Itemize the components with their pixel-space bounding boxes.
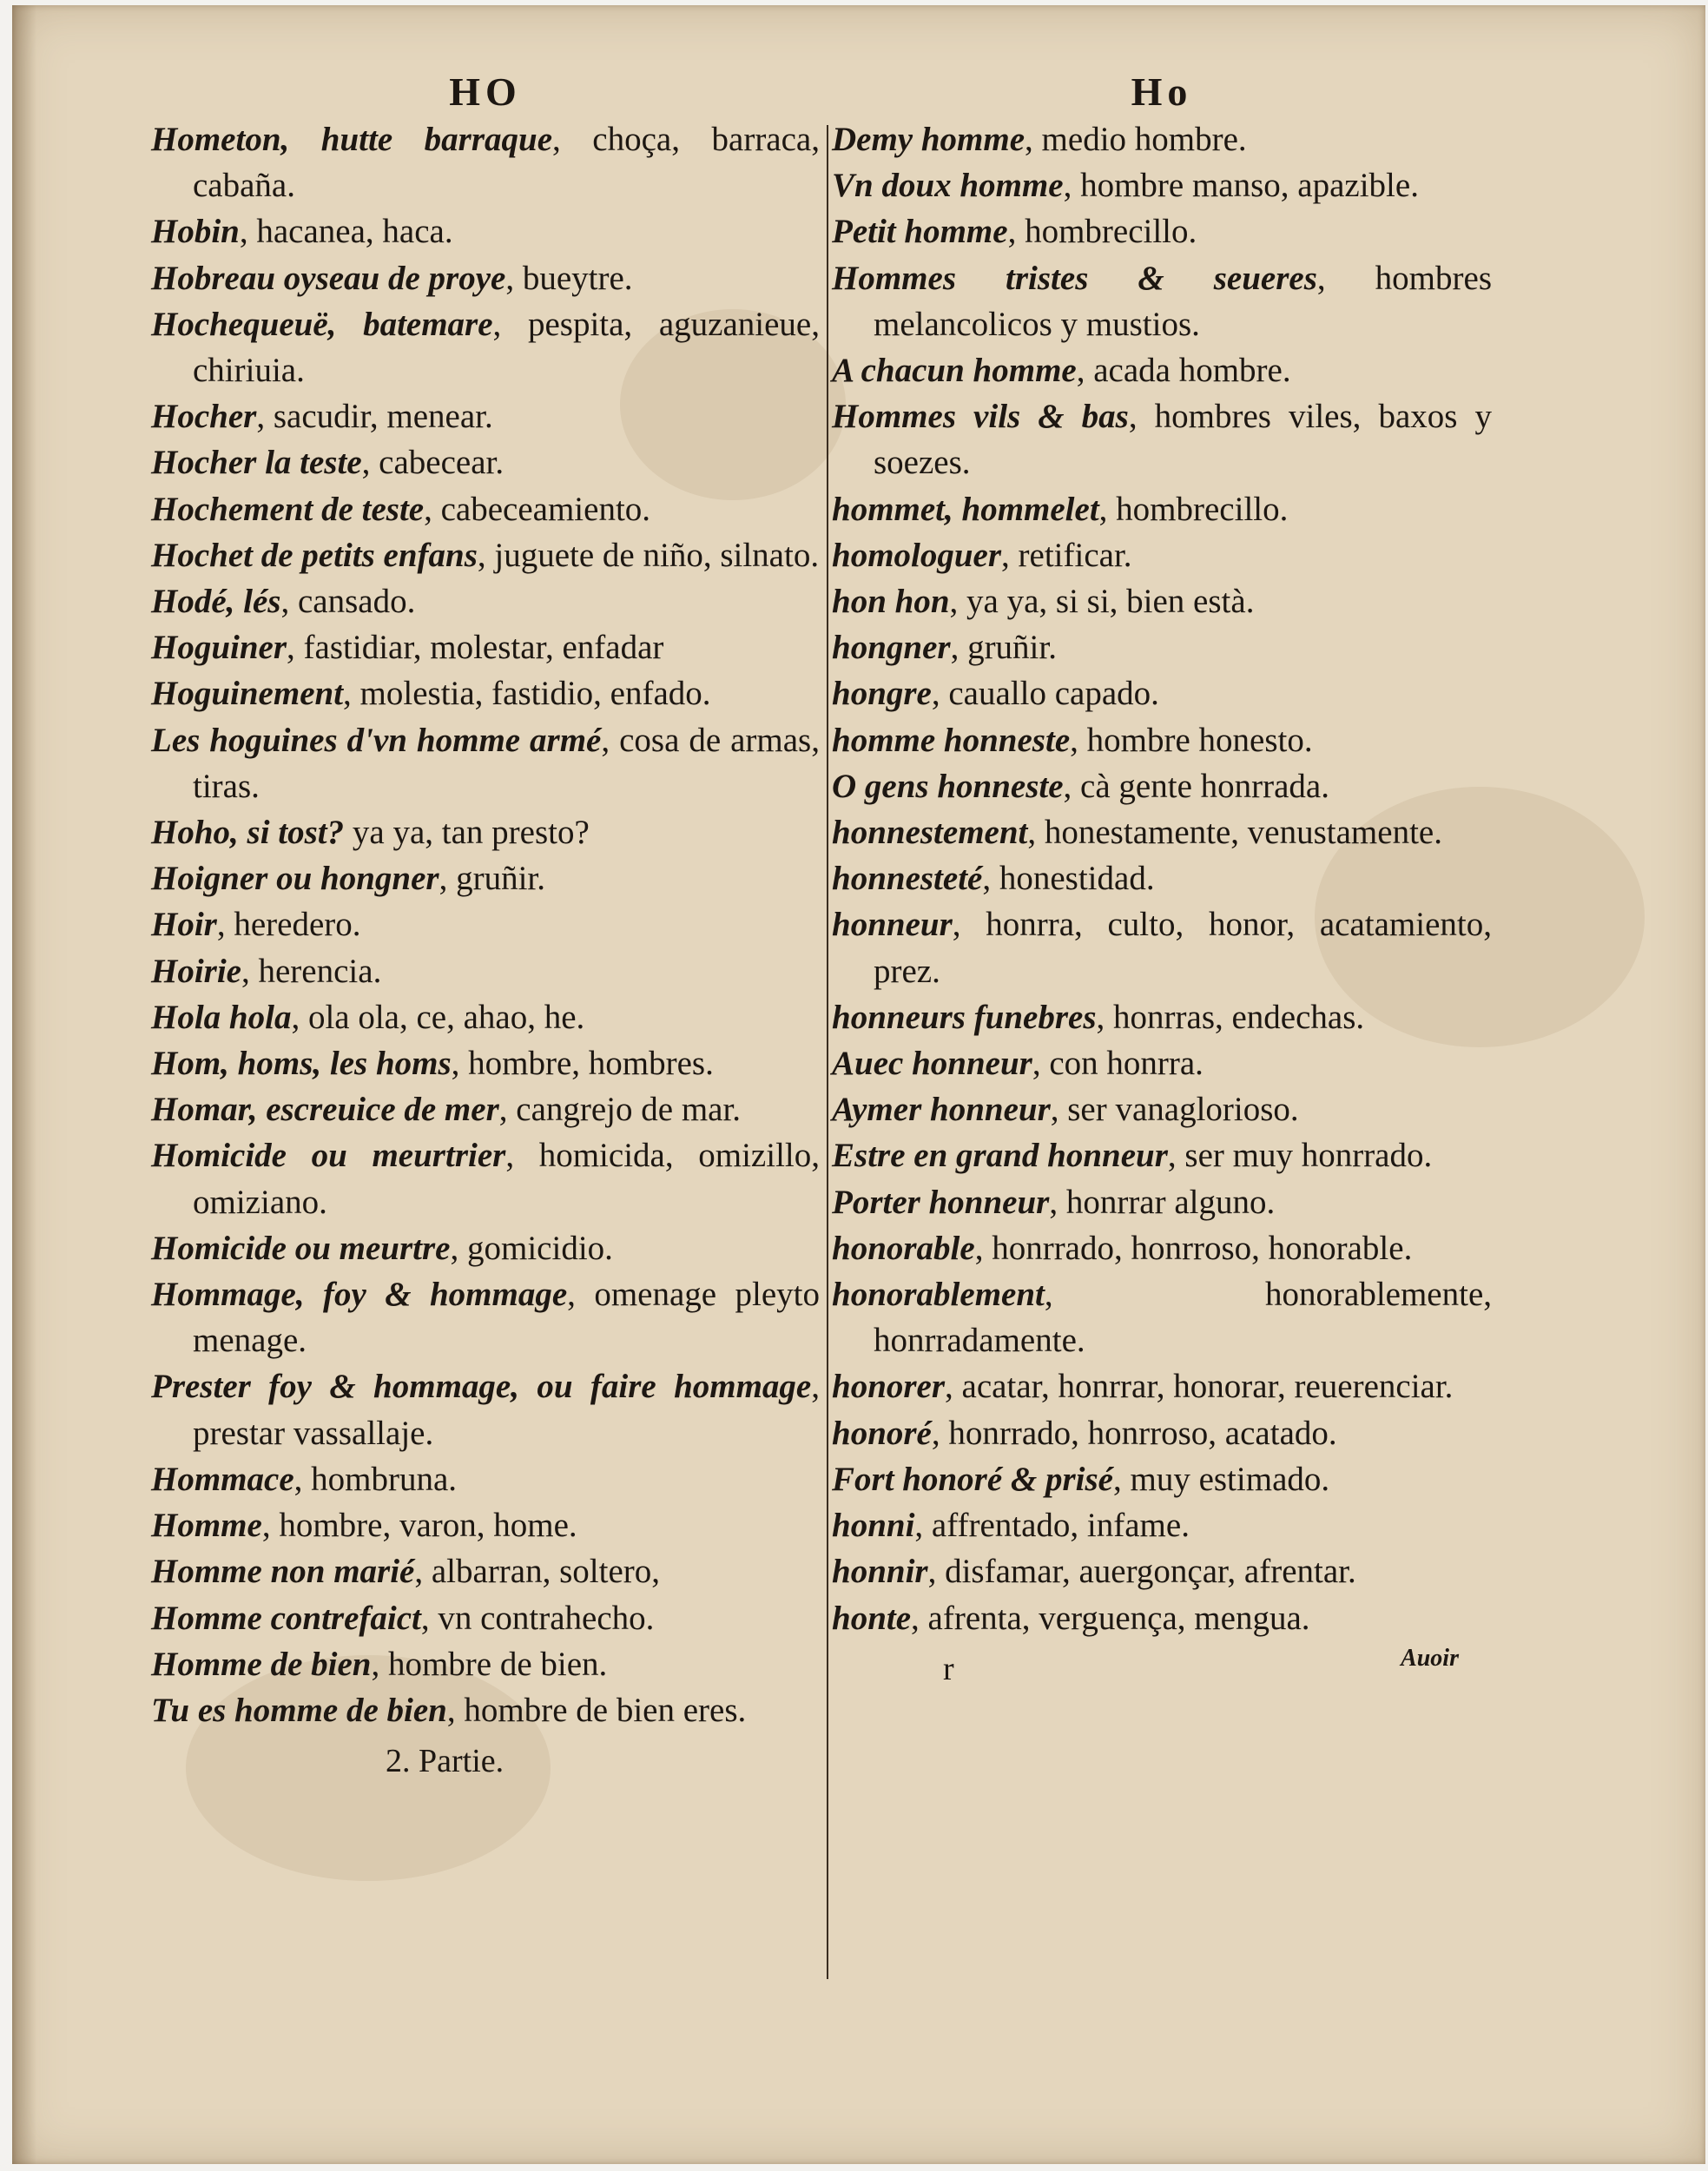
dictionary-entry (151, 532, 820, 578)
dictionary-entry (151, 1687, 820, 1733)
entry-headword: honnir (832, 1553, 928, 1591)
dictionary-entry (832, 116, 1492, 162)
dictionary-entry (832, 578, 1492, 624)
dictionary-entry (151, 809, 820, 855)
entry-headword: homme honneste (832, 721, 1071, 759)
dictionary-entry (832, 1271, 1492, 1363)
entry-headword: Homme contrefaict (151, 1599, 421, 1637)
right-column-heading: Ho (1131, 69, 1193, 114)
entry-headword: Hola hola (151, 998, 292, 1036)
entry-headword: Hommes vils & bas (832, 398, 1129, 436)
dictionary-entry (151, 116, 820, 208)
entry-translation: , acatar, honrrar, honorar, reuerenciar. (945, 1368, 1454, 1406)
dictionary-entry (832, 1132, 1492, 1178)
entry-translation: , bueytre. (505, 259, 633, 297)
entry-translation: , honrrar alguno. (1049, 1183, 1276, 1221)
entry-headword: Hommage, foy & hommage (151, 1276, 568, 1314)
dictionary-entry (832, 393, 1492, 485)
entry-headword: Hoigner ou hongner (151, 860, 439, 898)
dictionary-entry (832, 255, 1492, 347)
entry-translation: , ser vanaglorioso. (1050, 1091, 1299, 1129)
entry-translation: , honrra, culto, honor, acatamiento, prez. (874, 906, 1492, 990)
entry-headword: hon hon (832, 583, 950, 621)
right-column (832, 68, 1492, 1692)
dictionary-entry (832, 1086, 1492, 1132)
entry-translation: , fastidiar, molestar, enfadar (287, 629, 664, 667)
entry-headword: hommet, hommelet (832, 490, 1099, 528)
dictionary-entry (832, 162, 1492, 208)
entry-translation: , medio hombre. (1025, 121, 1247, 158)
entry-headword: Hocher (151, 398, 257, 436)
dictionary-entry (151, 439, 820, 485)
entry-headword: honorable (832, 1229, 975, 1267)
right-entry-list (832, 116, 1492, 1641)
dictionary-entry (832, 624, 1492, 670)
entry-translation: , honestidad. (982, 860, 1155, 898)
entry-headword: Hocher la teste (151, 444, 362, 482)
dictionary-entry (151, 901, 820, 947)
left-column-heading: HO (449, 69, 522, 114)
entry-translation: , retificar. (1001, 536, 1132, 574)
entry-translation: , hacanea, haca. (239, 213, 453, 251)
entry-translation: , molestia, fastidio, enfado. (343, 675, 711, 713)
entry-headword: Hobreau oyseau de proye (151, 259, 506, 297)
entry-headword: hongner (832, 629, 951, 667)
dictionary-entry (151, 255, 820, 301)
dictionary-entry (151, 855, 820, 901)
dictionary-entry (832, 1410, 1492, 1456)
entry-headword: Hochequeuë, batemare (151, 305, 493, 343)
entry-headword: Hoirie (151, 952, 241, 990)
catchword: Auoir (1401, 1644, 1459, 1672)
entry-headword: hongre (832, 675, 932, 713)
dictionary-entry (151, 393, 820, 439)
entry-headword: A chacun homme (832, 352, 1077, 390)
entry-translation: , herencia. (241, 952, 382, 990)
dictionary-entry (151, 1225, 820, 1271)
dictionary-entry (832, 1040, 1492, 1086)
dictionary-entry (832, 1363, 1492, 1409)
entry-headword: honnestement (832, 814, 1028, 852)
entry-translation: , hombruna. (293, 1460, 458, 1498)
entry-translation: , acada hombre. (1076, 352, 1291, 390)
entry-headword: Homar, escreuice de mer (151, 1091, 499, 1129)
entry-headword: Hommace (151, 1460, 294, 1498)
entry-headword: homologuer (832, 536, 1002, 574)
entry-headword: Hobin (151, 213, 240, 251)
entry-translation: , omenage pleyto menage. (193, 1276, 821, 1360)
dictionary-entry (151, 624, 820, 670)
dictionary-entry (832, 717, 1492, 763)
dictionary-entry (151, 1456, 820, 1502)
entry-translation: , hombre de bien eres. (446, 1691, 747, 1729)
entry-translation: , affrentado, infame. (914, 1507, 1190, 1545)
entry-headword: Homicide ou meurtre (151, 1229, 451, 1267)
entry-translation: , hombres viles, baxos y soezes. (874, 398, 1492, 482)
dictionary-entry (151, 1040, 820, 1086)
page-footer-signature-mark (832, 1646, 1492, 1692)
entry-headword: honneurs funebres (832, 998, 1097, 1036)
entry-translation: , choça, barraca, cabaña. (193, 121, 820, 205)
dictionary-entry (151, 578, 820, 624)
entry-translation: , honrras, endechas. (1096, 998, 1365, 1036)
dictionary-entry (151, 208, 820, 254)
entry-translation: , gruñir. (950, 629, 1057, 667)
dictionary-entry (832, 855, 1492, 901)
entry-headword: Auec honneur (832, 1045, 1032, 1083)
entry-headword: Hochement de teste (151, 490, 425, 528)
dictionary-entry (832, 670, 1492, 716)
entry-headword: Hommes tristes & seueres (832, 259, 1317, 297)
dictionary-entry (151, 1595, 820, 1641)
entry-headword: honni (832, 1507, 915, 1545)
entry-translation: ya ya, tan presto? (344, 814, 590, 852)
entry-translation: , ya ya, si si, bien està. (949, 583, 1255, 621)
entry-headword: Hoir (151, 906, 217, 944)
entry-translation: , hombre de bien. (371, 1645, 608, 1683)
entry-translation: , hombres melancolicos y mustios. (874, 259, 1492, 343)
dictionary-entry (832, 1502, 1492, 1548)
left-entry-list (151, 116, 820, 1733)
dictionary-entry (151, 948, 820, 994)
entry-headword: Homme (151, 1507, 262, 1545)
entry-translation: , ola ola, ce, ahao, he. (291, 998, 585, 1036)
entry-translation: , con honrra. (1032, 1045, 1204, 1083)
entry-translation: , cabeceamiento. (424, 490, 651, 528)
book-page (12, 5, 1705, 2164)
entry-translation: , cangrejo de mar. (498, 1091, 742, 1129)
entry-translation: , disfamar, auergonçar, afrentar. (927, 1553, 1356, 1591)
column-divider (827, 125, 828, 1979)
entry-translation: , hombre honesto. (1070, 721, 1313, 759)
entry-headword: Estre en grand honneur (832, 1137, 1168, 1175)
entry-translation: , gruñir. (439, 860, 546, 898)
dictionary-entry (832, 347, 1492, 393)
dictionary-entry (832, 208, 1492, 254)
entry-headword: Tu es homme de bien (151, 1691, 447, 1729)
entry-headword: Hometon, hutte barraque (151, 121, 553, 158)
left-column (151, 68, 820, 1784)
entry-headword: Homme de bien (151, 1645, 372, 1683)
dictionary-entry (832, 1179, 1492, 1225)
dictionary-entry (151, 1641, 820, 1687)
entry-translation: , cabecear. (361, 444, 504, 482)
entry-headword: Hoho, si tost? (151, 814, 345, 852)
page-footer-signature: 2. Partie. (386, 1743, 504, 1780)
entry-headword: Fort honoré & prisé (832, 1460, 1113, 1498)
entry-translation: , honorablemente, honrradamente. (874, 1276, 1492, 1360)
dictionary-entry (151, 1132, 820, 1224)
entry-translation: , honrrado, honrroso, acatado. (931, 1414, 1337, 1452)
dictionary-entry (151, 717, 820, 809)
dictionary-entry (832, 532, 1492, 578)
entry-headword: Les hoguines d'vn homme armé (151, 721, 602, 759)
dictionary-entry (151, 301, 820, 393)
entry-headword: Hochet de petits enfans (151, 536, 478, 574)
entry-headword: Hom, homs, les homs (151, 1045, 452, 1083)
entry-translation: , afrenta, verguença, mengua. (911, 1599, 1310, 1637)
entry-headword: Hoguinement (151, 675, 344, 713)
dictionary-entry (151, 1502, 820, 1548)
entry-translation: , albarran, soltero, (414, 1553, 660, 1591)
entry-translation: , hombre manso, apazible. (1063, 167, 1419, 205)
entry-translation: , muy estimado. (1112, 1460, 1330, 1498)
dictionary-entry (151, 1548, 820, 1594)
dictionary-entry (832, 1595, 1492, 1641)
entry-headword: honnesteté (832, 860, 983, 898)
entry-headword: Hodé, lés (151, 583, 281, 621)
entry-translation: , cauallo capado. (931, 675, 1159, 713)
dictionary-entry (832, 994, 1492, 1040)
entry-translation: , cosa de armas, tiras. (193, 721, 820, 805)
entry-headword: Homicide ou meurtrier (151, 1137, 506, 1175)
entry-headword: Vn doux homme (832, 167, 1064, 205)
entry-translation: , homicida, omizillo, omiziano. (193, 1137, 820, 1221)
entry-headword: Hoguiner (151, 629, 287, 667)
entry-translation: , vn contrahecho. (420, 1599, 655, 1637)
entry-headword: Aymer honneur (832, 1091, 1051, 1129)
entry-translation: , pespita, aguzanieue, chiriuia. (193, 305, 820, 390)
entry-headword: Homme non marié (151, 1553, 415, 1591)
entry-translation: , hombre, varon, home. (261, 1507, 577, 1545)
entry-translation: , honrrado, honrroso, honorable. (974, 1229, 1413, 1267)
dictionary-entry (832, 1456, 1492, 1502)
dictionary-entry (832, 763, 1492, 809)
entry-translation: , prestar vassallaje. (193, 1368, 820, 1452)
entry-translation: , juguete de niño, silnato. (477, 536, 820, 574)
entry-translation: , hombrecillo. (1007, 213, 1197, 251)
entry-headword: honneur (832, 906, 953, 944)
entry-headword: Prester foy & hommage, ou faire hommage (151, 1368, 812, 1406)
entry-translation: , ser muy honrrado. (1167, 1137, 1433, 1175)
entry-headword: honorer (832, 1368, 946, 1406)
entry-headword: honte (832, 1599, 912, 1637)
entry-translation: , hombre, hombres. (451, 1045, 714, 1083)
entry-headword: O gens honneste (832, 767, 1064, 805)
entry-translation: , sacudir, menear. (256, 398, 493, 436)
entry-translation: , gomicidio. (450, 1229, 613, 1267)
dictionary-entry (151, 486, 820, 532)
entry-translation: , hombrecillo. (1098, 490, 1289, 528)
entry-headword: Porter honneur (832, 1183, 1050, 1221)
dictionary-entry (832, 1548, 1492, 1594)
dictionary-entry (832, 1225, 1492, 1271)
dictionary-entry (832, 809, 1492, 855)
entry-headword: honoré (832, 1414, 932, 1452)
entry-translation: , heredero. (216, 906, 361, 944)
entry-translation: , cansado. (280, 583, 416, 621)
dictionary-entry (832, 486, 1492, 532)
entry-headword: honorablement (832, 1276, 1045, 1314)
dictionary-entry (151, 1363, 820, 1455)
dictionary-entry (151, 1086, 820, 1132)
dictionary-entry (151, 670, 820, 716)
entry-translation: , honestamente, venustamente. (1027, 814, 1442, 852)
signature-mark: r (943, 1650, 954, 1687)
entry-headword: Demy homme (832, 121, 1025, 158)
dictionary-entry (832, 901, 1492, 993)
entry-translation: , cà gente honrrada. (1063, 767, 1329, 805)
dictionary-entry (151, 1271, 820, 1363)
dictionary-entry (151, 994, 820, 1040)
entry-headword: Petit homme (832, 213, 1008, 251)
